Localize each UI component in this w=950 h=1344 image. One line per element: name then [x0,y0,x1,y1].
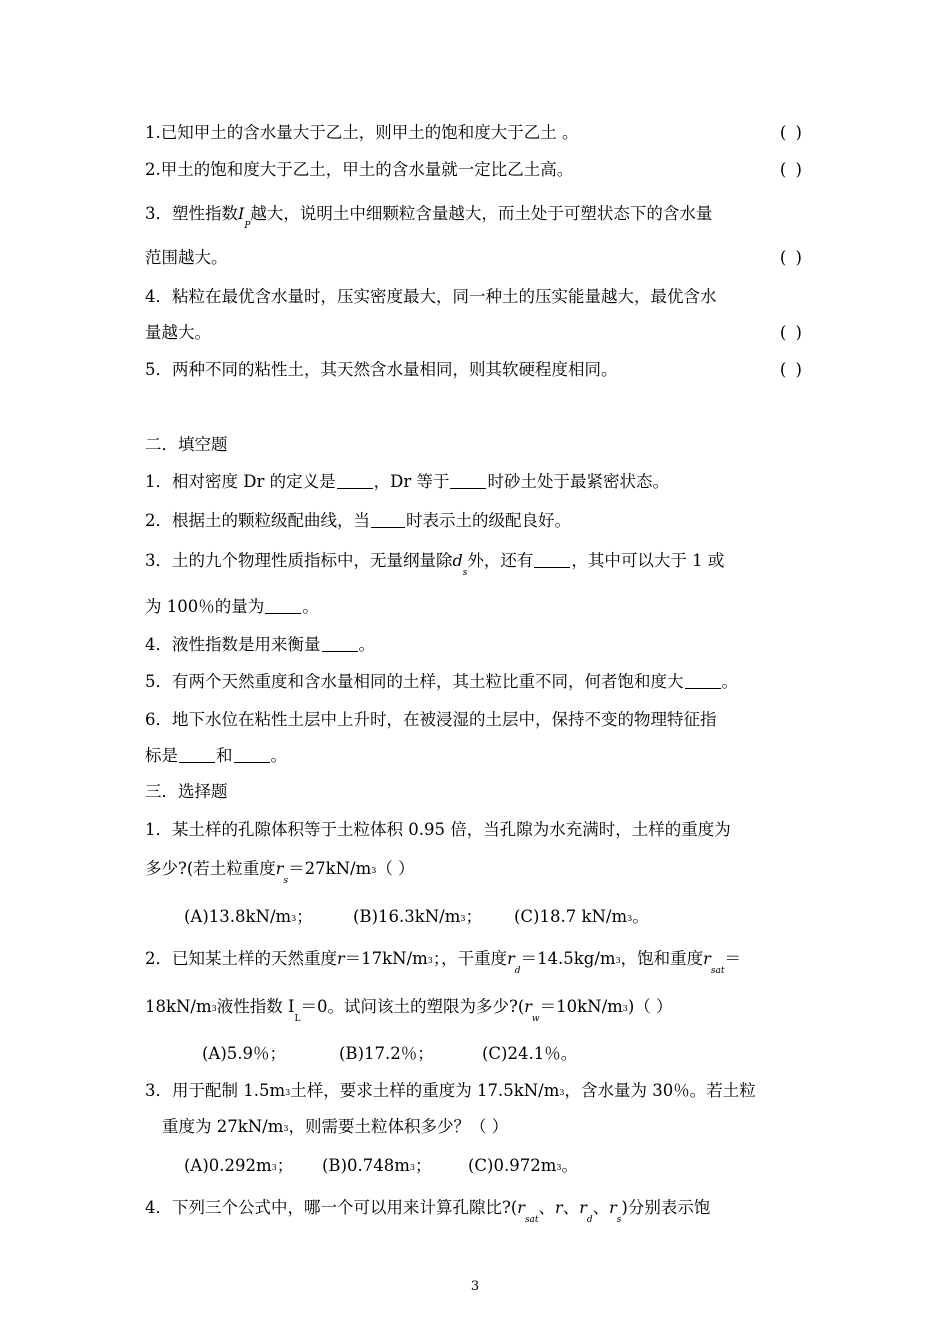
choice-q1-option-b[interactable]: (B)16.3kN/m3； [353,907,482,926]
fill-q4: 4．液性指数是用来衡量 。 [145,635,375,654]
answer-paren[interactable]: ( ) [779,323,804,342]
fill-q5: 5．有两个天然重度和含水量相同的土样，其土粒比重不同，何者饱和度大 。 [145,672,738,691]
choice-q3: 3．用于配制 1.5m3土样，要求土样的重度为 17.5kN/m3，含水量为 30％。若土粒 [145,1081,756,1100]
judge-q1: 1.已知甲土的含水量大于乙土，则甲土的饱和度大于乙土 。 [145,123,579,142]
answer-paren[interactable]: ( ) [779,160,804,179]
answer-blank[interactable] [534,551,570,568]
answer-blank[interactable] [685,672,721,689]
judge-q4: 4．粘粒在最优含水量时，压实密度最大，同一种土的压实能量越大，最优含水 [145,287,717,306]
fill-section-title: 二．填空题 [145,435,228,454]
page-number: 3 [470,1279,480,1294]
judge-q5: 5．两种不同的粘性土，其天然含水量相同，则其软硬程度相同。 [145,360,618,379]
fill-q6: 6．地下水位在粘性土层中上升时，在被浸湿的土层中，保持不变的物理特征指 [145,710,717,729]
fill-q3-cont: 为 100％的量为 。 [145,597,319,616]
fill-q1: 1．相对密度 Dr 的定义是 ，Dr 等于 时砂土处于最紧密状态。 [145,472,669,491]
answer-blank[interactable] [371,511,405,528]
answer-paren[interactable]: ( ) [779,360,804,379]
answer-blank[interactable] [322,635,358,652]
choice-q1-cont: 多少?(若土粒重度$r_s=27kN/m3$（ ） [145,859,415,886]
choice-q2-option-b[interactable]: (B)17.2％； [339,1044,434,1063]
choice-q3-option-c[interactable]: (C)0.972m3。 [468,1156,578,1175]
fill-q3: 3．土的九个物理性质指标中，无量纲量除$d_s$外，还有 ，其中可以大于 1 或 [145,551,725,578]
choice-q1-option-c[interactable]: (C)18.7 kN/m3。 [514,907,649,926]
answer-blank[interactable] [450,472,486,489]
choice-q3-option-a[interactable]: (A)0.292m3； [184,1156,294,1175]
judge-q3: 3．塑性指数$I_P$越大，说明土中细颗粒含量越大，而土处于可塑状态下的含水量 [145,204,713,231]
choice-q2: 2．已知某土样的天然重度r＝17kN/m3；，干重度$r_d=14.5kg/m3$，饱和重度$r_{sat}=$ [145,949,741,976]
answer-paren[interactable]: ( ) [779,123,804,142]
choice-q3-option-b[interactable]: (B)0.748m3； [322,1156,432,1175]
choice-q4: 4．下列三个公式中，哪一个可以用来计算孔隙比$?(r_{sat}$、r、$r_d$、$r_s$)分别表示饱 [145,1198,711,1225]
judge-q2: 2.甲土的饱和度大于乙土，甲土的含水量就一定比乙土高。 [145,160,574,179]
answer-blank[interactable] [179,746,215,763]
choice-q1: 1．某土样的孔隙体积等于土粒体积 0.95 倍，当孔隙为水充满时，土样的重度为 [145,820,731,839]
choice-q2-option-a[interactable]: (A)5.9％； [202,1044,287,1063]
judge-q3-cont: 范围越大。 [145,248,228,267]
choice-q3-cont: 重度为 27kN/m3，则需要土粒体积多少？（ ） [162,1117,509,1136]
choice-q2-cont: 18kN/m3液性指数 $I_L=0$。试问该土的塑限为多少$?(r_w=10kN/m3)$（ ） [145,997,673,1024]
answer-blank[interactable] [265,597,301,614]
answer-paren[interactable]: ( ) [779,248,804,267]
fill-q2: 2．根据土的颗粒级配曲线，当 时表示土的级配良好。 [145,511,571,530]
answer-blank[interactable] [234,746,270,763]
choice-q1-option-a[interactable]: (A)13.8kN/m3； [184,907,313,926]
choice-q2-option-c[interactable]: (C)24.1％。 [482,1044,578,1063]
answer-blank[interactable] [337,472,373,489]
fill-q6-cont: 标是 和 。 [145,746,287,765]
choice-section-title: 三．选择题 [145,782,228,801]
judge-q4-cont: 量越大。 [145,323,211,342]
